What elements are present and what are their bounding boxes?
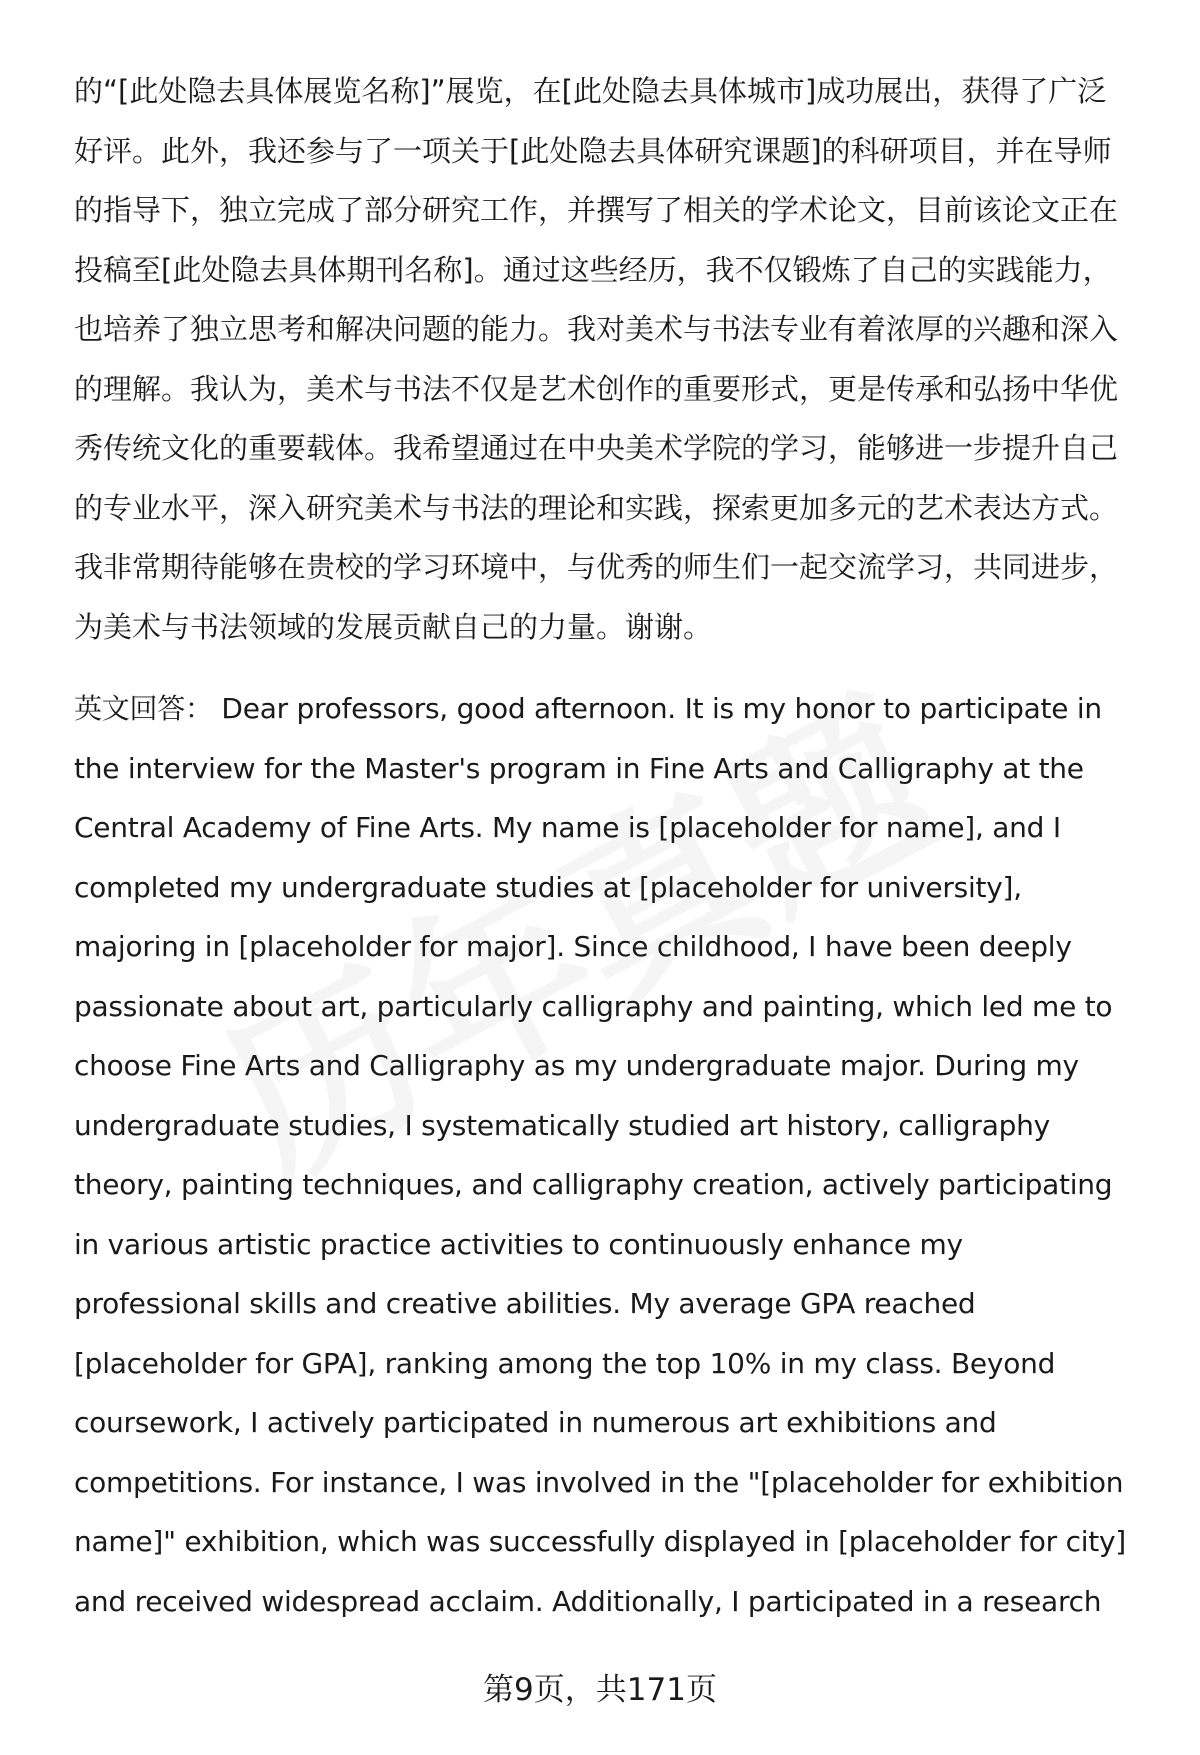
- text-line: 也培养了独立思考和解决问题的能力。我对美术与书法专业有着浓厚的兴趣和深入: [74, 312, 1119, 346]
- text-line: 英文回答： Dear professors, good afternoon. It is my honor to participate in: [74, 692, 1102, 725]
- text-line: 的专业水平，深入研究美术与书法的理论和实践，探索更加多元的艺术表达方式。: [74, 490, 1119, 525]
- text-line: 的指导下，独立完成了部分研究工作，并撰写了相关的学术论文，目前该论文正在: [74, 193, 1119, 227]
- text-line: undergraduate studies, I systematically studied art history, calligraphy: [74, 1108, 1050, 1142]
- text-line: completed my undergraduate studies at [placeholder for university],: [74, 870, 1022, 904]
- text-line: competitions. For instance, I was involved in the "[placeholder for exhibition: [74, 1465, 1124, 1499]
- text-line: majoring in [placeholder for major]. Since childhood, I have been deeply: [74, 930, 1072, 963]
- text-line: the interview for the Master's program in Fine Arts and Calligraphy at the: [74, 751, 1084, 785]
- text-line: choose Fine Arts and Calligraphy as my undergraduate major. During my: [74, 1049, 1079, 1082]
- text-line: passionate about art, particularly calligraphy and painting, which led me to: [74, 989, 1113, 1023]
- text-line: Central Academy of Fine Arts. My name is [placeholder for name], and I: [74, 811, 1061, 844]
- text-line: coursework, I actively participated in numerous art exhibitions and: [74, 1406, 997, 1439]
- text-line: 为美术与书法领域的发展贡献自己的力量。谢谢。: [74, 609, 713, 644]
- text-line: in various artistic practice activities to continuously enhance my: [74, 1227, 963, 1261]
- text-line: name]" exhibition, which was successfully displayed in [placeholder for city]: [74, 1525, 1126, 1558]
- text-line: professional skills and creative abilities. My average GPA reached: [74, 1287, 976, 1320]
- english-paragraph: [74, 679, 1154, 1631]
- text-line: 的理解。我认为，美术与书法不仅是艺术创作的重要形式，更是传承和弘扬中华优: [74, 371, 1119, 406]
- text-line: 的“[此处隐去具体展览名称]”展览，在[此处隐去具体城市]成功展出，获得了广泛: [74, 74, 1107, 108]
- text-line: theory, painting techniques, and calligraphy creation, actively participating: [74, 1168, 1113, 1201]
- text-line: 秀传统文化的重要载体。我希望通过在中央美术学院的学习，能够进一步提升自己: [74, 431, 1119, 465]
- text-line: 我非常期待能够在贵校的学习环境中，与优秀的师生们一起交流学习，共同进步，: [74, 550, 1119, 584]
- text-line: and received widespread acclaim. Additionally, I participated in a research: [74, 1584, 1102, 1618]
- text-line: [placeholder for GPA], ranking among the top 10% in my class. Beyond: [74, 1346, 1056, 1380]
- chinese-paragraph: [74, 62, 1154, 657]
- text-line: 好评。此外，我还参与了一项关于[此处隐去具体研究课题]的科研项目，并在导师: [74, 133, 1112, 168]
- page-body: [74, 62, 1154, 1631]
- page-number: 第9页，共171页: [483, 1672, 717, 1708]
- text-line: 投稿至[此处隐去具体期刊名称]。通过这些经历，我不仅锻炼了自己的实践能力，: [74, 252, 1112, 287]
- paragraph-gap: [74, 657, 1154, 679]
